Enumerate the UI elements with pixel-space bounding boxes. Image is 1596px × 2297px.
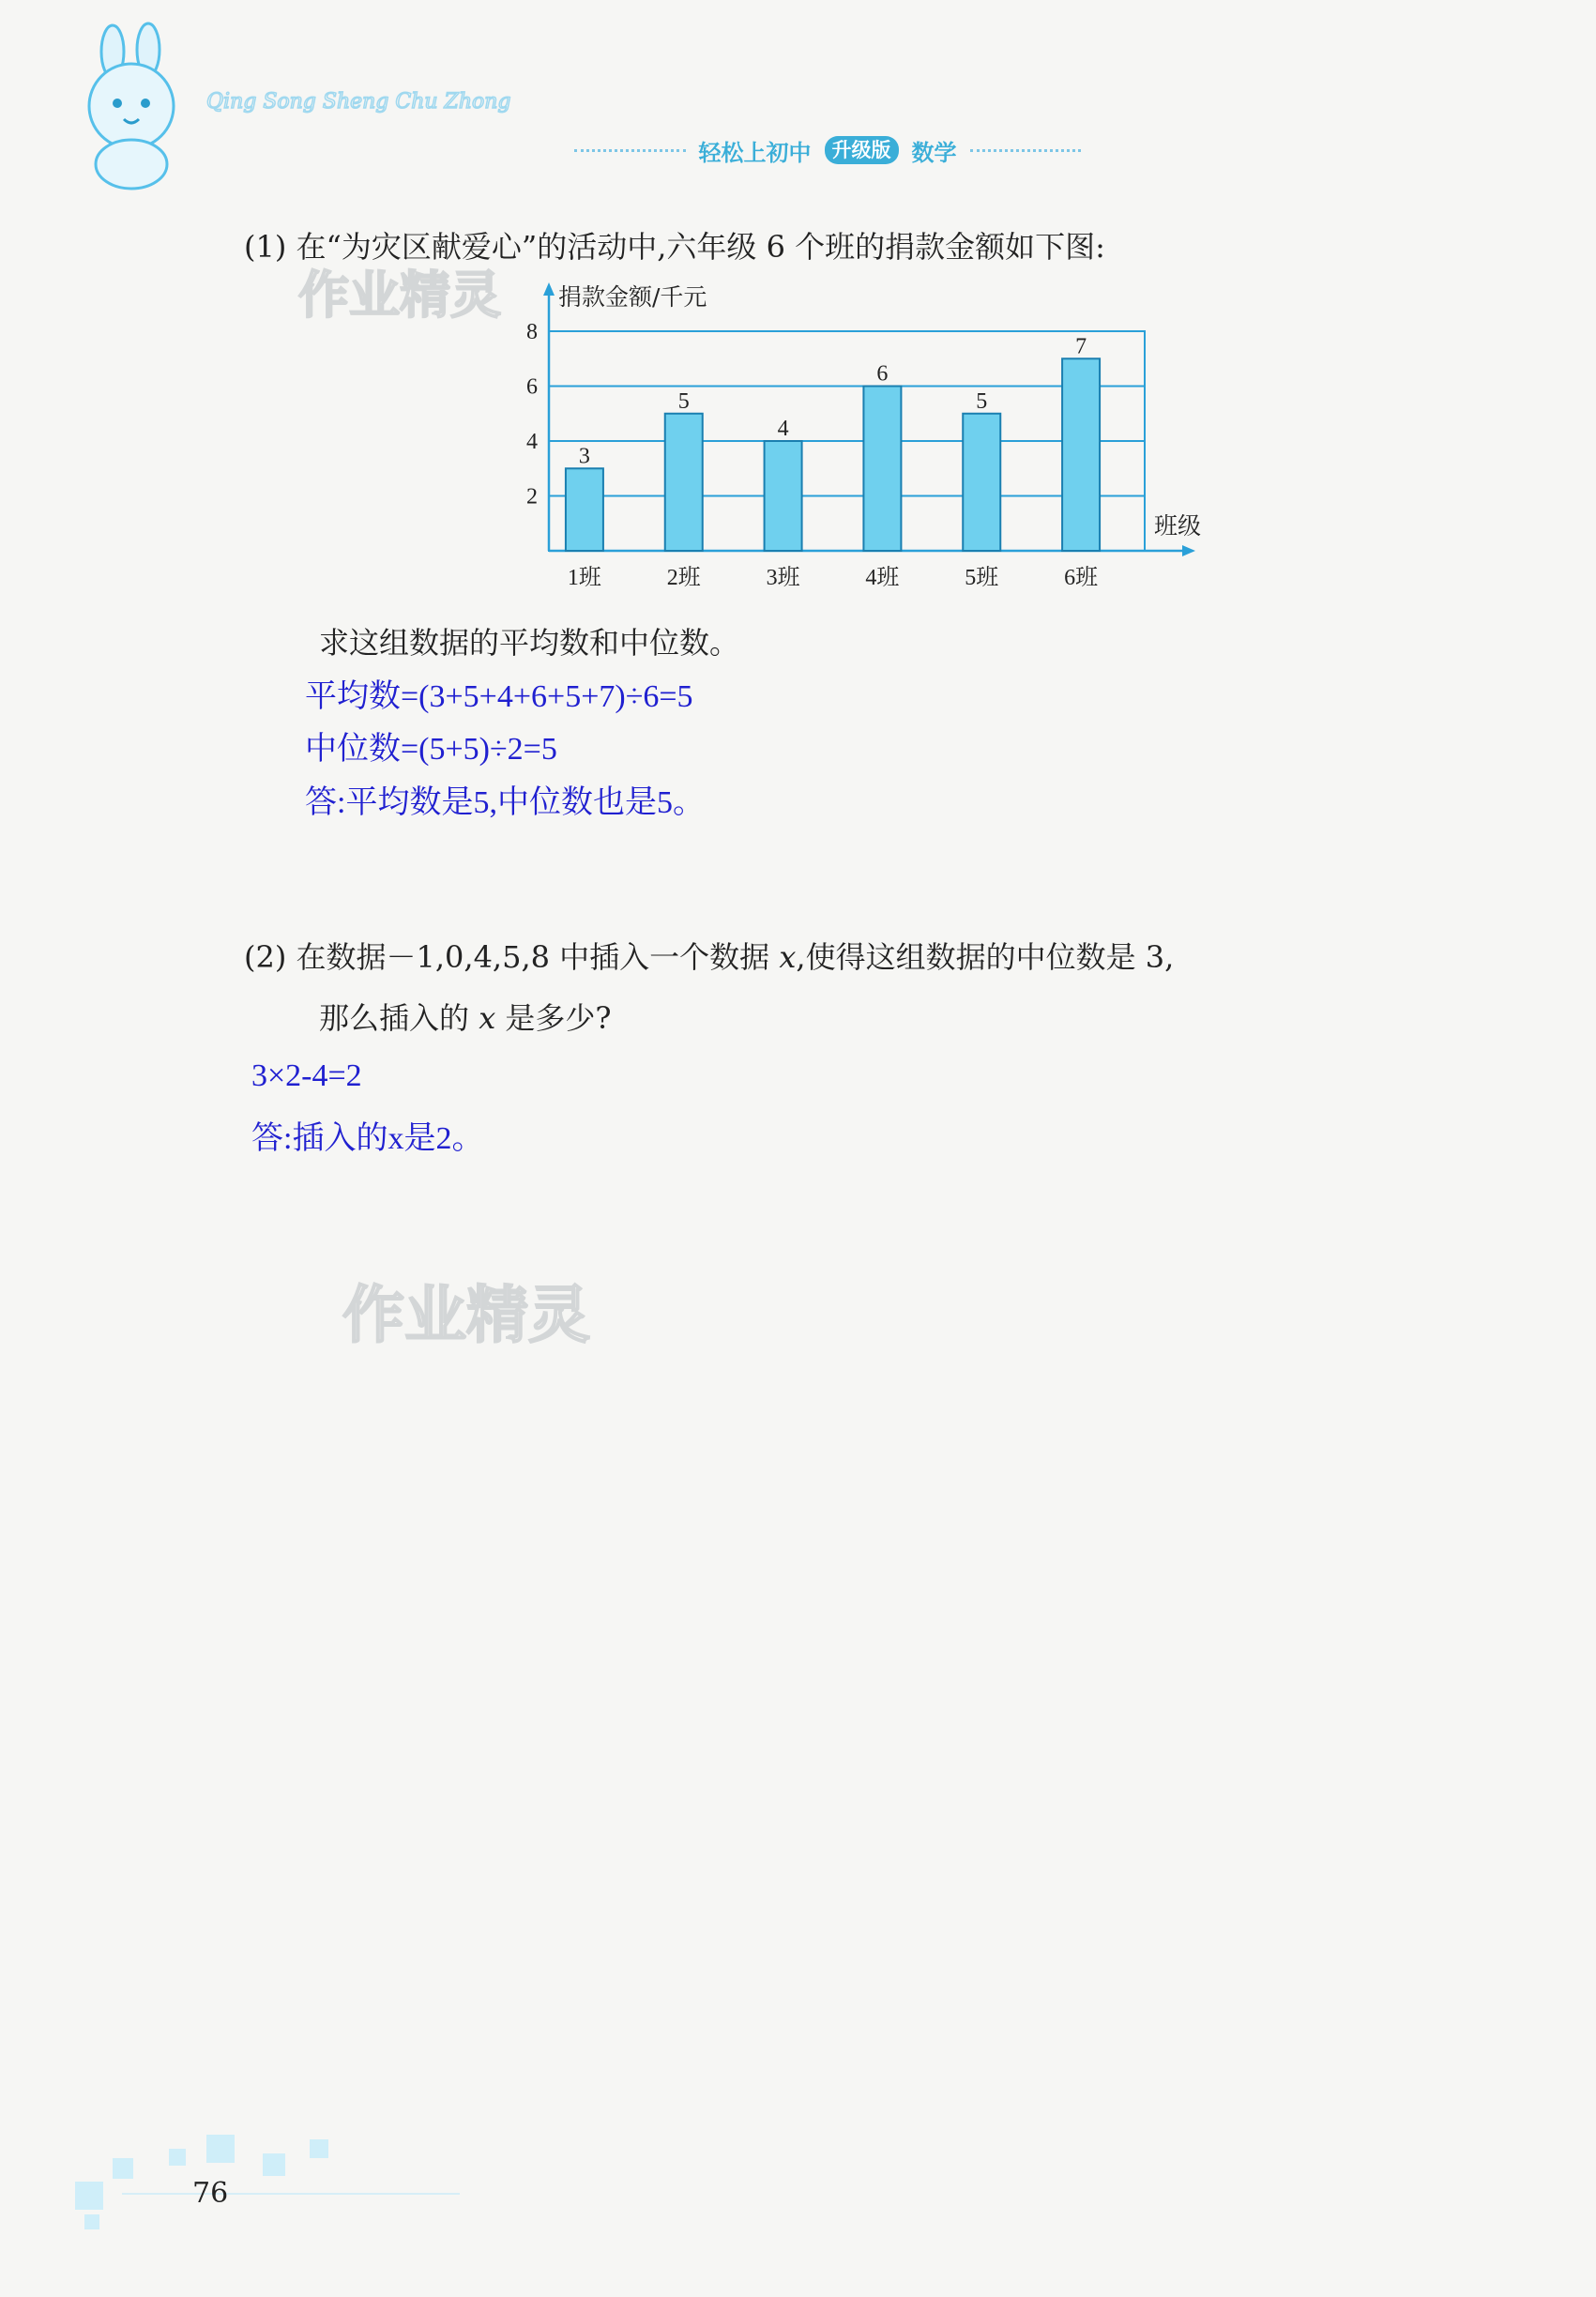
page-number: 76 [192, 2177, 229, 2210]
watermark-middle: 作业精灵 [342, 1279, 590, 1351]
question1-prompt: 求这组数据的平均数和中位数。 [319, 625, 740, 661]
bar [1062, 358, 1100, 551]
x-axis-arrow [1182, 545, 1195, 556]
donation-bar-chart [507, 277, 1220, 605]
subject-label: 数学 [911, 139, 957, 166]
svg-text:Qing Song Sheng Chu Zhong: Qing Song Sheng Chu Zhong [206, 90, 511, 114]
y-tick-label: 4 [526, 430, 538, 454]
header-band [574, 131, 1081, 169]
header-dots-right [970, 149, 1082, 152]
answer1-mean: 平均数=(3+5+4+6+5+7)÷6=5 [305, 679, 693, 714]
data-label: 6 [876, 361, 889, 387]
question1-text: 在“为灾区献爱心”的活动中,六年级 6 个班的捐款金额如下图: [296, 229, 1105, 265]
data-label: 4 [777, 417, 789, 441]
question2-number: (2) [244, 939, 287, 975]
x-tick-label: 3班 [766, 566, 800, 590]
y-axis-arrow [543, 282, 555, 296]
question2-stem-line2 [319, 995, 612, 1038]
y-tick-label: 6 [526, 374, 538, 400]
data-label: 7 [1075, 334, 1087, 359]
y-tick-label: 2 [526, 484, 538, 510]
question2-variable-2: x [479, 1000, 496, 1036]
data-label: 5 [976, 388, 988, 414]
question2-stem [244, 934, 1174, 977]
data-label: 3 [578, 444, 590, 469]
x-axis-label: 班级 [1154, 512, 1202, 540]
x-tick-label: 5班 [965, 566, 999, 590]
question2-text-c: 那么插入的 [319, 1000, 479, 1036]
answer2-conclusion: 答:插入的x是2。 [251, 1121, 484, 1156]
answer1-median: 中位数=(5+5)÷2=5 [305, 732, 557, 767]
question2-variable: x [779, 939, 797, 975]
x-tick-label: 4班 [865, 566, 900, 590]
answer2-calculation: 3×2-4=2 [251, 1058, 362, 1093]
question2-text-a: 在数据－1,0,4,5,8 中插入一个数据 [296, 939, 780, 975]
y-tick-label: 8 [526, 320, 538, 344]
answer1-conclusion: 答:平均数是5,中位数也是5。 [305, 785, 705, 820]
bar [765, 441, 802, 551]
x-tick-label: 6班 [1064, 566, 1099, 590]
edition-badge: 升级版 [825, 136, 899, 164]
question1-number: (1) [244, 229, 287, 265]
footer-decoration [66, 2130, 460, 2233]
mascot-logo [75, 23, 511, 192]
bar [566, 468, 603, 551]
question2-text-b: ,使得这组数据的中位数是 3, [796, 939, 1175, 975]
watermark-top: 作业精灵 [298, 266, 501, 325]
data-label: 5 [677, 388, 690, 414]
bar [963, 414, 1000, 551]
series-title: 轻松上初中 [698, 139, 812, 166]
x-tick-label: 1班 [567, 566, 601, 590]
question2-text-d: 是多少? [495, 1000, 612, 1036]
bar [665, 414, 703, 551]
y-axis-label: 捐款金额/千元 [558, 283, 707, 311]
header-dots-left [574, 149, 686, 152]
x-tick-label: 2班 [666, 566, 701, 590]
bar [863, 387, 901, 552]
